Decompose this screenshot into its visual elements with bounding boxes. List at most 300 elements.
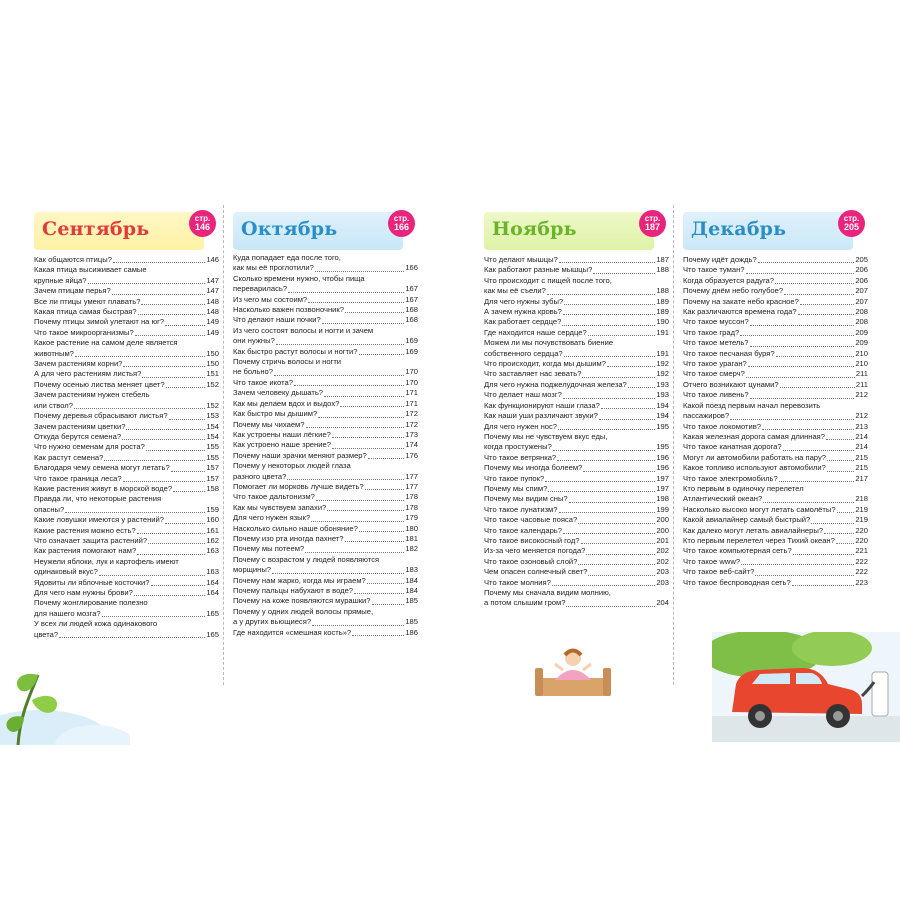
month-title: Октябрь: [241, 218, 338, 240]
toc-entry-text: Почему мы потеем?: [233, 544, 305, 554]
dot-leader: [780, 387, 855, 388]
toc-entry: [683, 567, 868, 577]
toc-entry: [233, 596, 418, 606]
page-number: 163: [206, 567, 219, 577]
toc-entry-text: Что такое град?: [683, 327, 740, 337]
toc-entry-row: [34, 307, 219, 317]
dot-leader: [166, 387, 206, 388]
page-number: 169: [405, 336, 418, 346]
toc-entry-text: Как работает сердце?: [484, 317, 562, 327]
dot-leader: [173, 491, 205, 492]
badge-page: 166: [393, 222, 410, 232]
toc-entry-text: Зачем человеку дышать?: [233, 388, 324, 398]
month-header: [233, 212, 403, 250]
dot-leader: [563, 314, 655, 315]
page-number: 201: [656, 535, 669, 545]
dot-leader: [730, 419, 854, 420]
toc-entry-row: [683, 505, 868, 515]
dot-leader: [59, 637, 205, 638]
toc-entry-row: [683, 307, 868, 317]
page-number: 148: [206, 296, 219, 306]
page-number: 191: [656, 348, 669, 358]
page-number: 171: [405, 388, 418, 398]
toc-entry: [484, 265, 669, 275]
toc-entry: [233, 451, 418, 461]
page-number: 167: [405, 294, 418, 304]
dot-leader: [762, 429, 854, 430]
page-number: 157: [206, 473, 219, 483]
dot-leader: [824, 533, 854, 534]
dot-leader: [294, 385, 404, 386]
toc-entry: [233, 430, 418, 440]
page-number: 182: [405, 544, 418, 554]
toc-entry-text: Что такое туман?: [683, 265, 745, 275]
toc-entry: [683, 349, 868, 359]
toc-entry-text: Почему птицы зимой улетают на юг?: [34, 317, 165, 327]
page-number: 147: [206, 275, 219, 285]
dot-leader: [763, 502, 854, 503]
toc-entry-row: [484, 307, 669, 317]
dot-leader: [274, 375, 404, 376]
toc-entry-row: [683, 255, 868, 265]
toc-entry-row: [34, 328, 219, 338]
toc-entry: [233, 253, 418, 274]
toc-entry-text: Что такое канатная дорога?: [683, 442, 782, 452]
page-number: 161: [206, 525, 219, 535]
page-number: 180: [405, 523, 418, 533]
toc-entry-text: Что делают наши почки?: [233, 315, 321, 325]
page-number: 148: [206, 307, 219, 317]
dot-leader: [315, 271, 404, 272]
dot-leader: [599, 419, 655, 420]
toc-entry-text: Неужели яблоки, лук и картофель имеют: [34, 556, 179, 566]
toc-entry: [233, 388, 418, 398]
toc-entry-row: [484, 369, 669, 379]
dot-leader: [798, 314, 855, 315]
toc-entry-text: Почему мы не чувствуем вкус еды,: [484, 431, 608, 441]
toc-entry: [683, 546, 868, 556]
toc-entry: [683, 265, 868, 275]
page-number: 222: [855, 567, 868, 577]
toc-entry-text: Что такое ураган?: [683, 359, 747, 369]
page-number: 159: [206, 504, 219, 514]
dot-leader: [135, 335, 206, 336]
page-number: 220: [855, 535, 868, 545]
page-number: 210: [855, 359, 868, 369]
toc-entry-row: [484, 494, 669, 504]
toc-entry-row: [683, 317, 868, 327]
toc-entry-text: Почему у одних людей волосы прямые,: [233, 606, 374, 616]
toc-entry-text: Что такое граница леса?: [34, 473, 122, 483]
page-number: 214: [855, 442, 868, 452]
page-number: 221: [855, 546, 868, 556]
toc-entry-text: одинаковый вкус?: [34, 567, 98, 577]
toc-entry-text: не больно?: [233, 367, 273, 377]
page-number: 211: [855, 369, 868, 379]
toc-entry-text: Что такое веб-сайт?: [683, 567, 755, 577]
toc-entry: [683, 515, 868, 525]
toc-entry-text: Что такое озоновый слой?: [484, 556, 578, 566]
toc-entry-text: Зачем растениям нужен стебель: [34, 390, 150, 400]
toc-entry-row: [683, 411, 868, 421]
toc-entry-row: [34, 515, 219, 525]
dot-leader: [287, 479, 404, 480]
toc-entry-row: [683, 453, 868, 463]
toc-entry-text: а у других вьющиеся?: [233, 617, 312, 627]
page-number: 223: [855, 577, 868, 587]
dot-leader: [312, 625, 404, 626]
girl-illustration: [533, 640, 613, 700]
toc-list: [484, 255, 669, 609]
toc-entry-text: Что означает защита растений?: [34, 535, 148, 545]
dot-leader: [65, 512, 205, 513]
toc-entry-row: [484, 328, 669, 338]
toc-entry-text: Что такое ливень?: [683, 390, 749, 400]
toc-entry-text: Что происходит, когда мы дышим?: [484, 359, 606, 369]
dot-leader: [776, 356, 855, 357]
toc-entry-text: Что такое локомотив?: [683, 421, 761, 431]
dot-leader: [562, 325, 655, 326]
toc-entry: [233, 399, 418, 409]
toc-entry-text: животным?: [34, 348, 74, 358]
toc-entry-row: [484, 536, 669, 546]
toc-entry-text: Как различаются времена года?: [683, 307, 797, 317]
page-number: 204: [656, 598, 669, 608]
dot-leader: [322, 323, 405, 324]
dot-leader: [588, 575, 655, 576]
page-number: 193: [656, 390, 669, 400]
toc-entry: [34, 536, 219, 546]
toc-entry-row: [683, 578, 868, 588]
toc-entry: [484, 505, 669, 515]
toc-entry-row: [34, 526, 219, 536]
toc-entry-row: [683, 338, 868, 348]
toc-entry: [683, 390, 868, 400]
toc-entry-text: Как функционируют наши глаза?: [484, 400, 600, 410]
toc-entry-row: [683, 422, 868, 432]
page-number: 154: [206, 431, 219, 441]
toc-entry-row: [683, 286, 868, 296]
toc-entry: [484, 255, 669, 265]
toc-entry-row: [233, 430, 418, 440]
dot-leader: [836, 543, 854, 544]
toc-entry-row: [34, 276, 219, 286]
toc-entry-row: [683, 328, 868, 338]
toc-entry-row: [683, 380, 868, 390]
page-number: 147: [206, 286, 219, 296]
toc-entry-row: [484, 557, 669, 567]
toc-entry-text: Чем опасен солнечный свет?: [484, 567, 588, 577]
page-badge: [388, 210, 415, 237]
page-number: 188: [656, 265, 669, 275]
page-number: 149: [206, 317, 219, 327]
dot-leader: [340, 406, 404, 407]
toc-entry: [484, 453, 669, 463]
toc-entry-row: [233, 295, 418, 305]
page-number: 162: [206, 535, 219, 545]
toc-entry: [34, 463, 219, 473]
toc-entry: [484, 432, 669, 453]
toc-entry-text: Что такое электромобиль?: [683, 473, 778, 483]
toc-entry-text: А для чего растениям листья?: [34, 369, 142, 379]
toc-entry-text: Могут ли автомобили работать на пару?: [683, 452, 826, 462]
dot-leader: [141, 304, 205, 305]
toc-entry-text: Что заставляет нас зевать?: [484, 369, 582, 379]
page-number: 205: [855, 255, 868, 264]
toc-entry: [683, 380, 868, 390]
dot-leader: [113, 262, 205, 263]
toc-entry: [484, 567, 669, 577]
toc-entry: [34, 297, 219, 307]
page-number: 212: [855, 411, 868, 421]
toc-entry: [233, 607, 418, 628]
dot-leader: [588, 335, 656, 336]
page-number: 151: [206, 369, 219, 379]
toc-entry: [683, 255, 868, 265]
toc-entry-text: Почему осенью листва меняет цвет?: [34, 379, 165, 389]
page-number: 203: [656, 567, 669, 577]
toc-entry-row: [484, 463, 669, 473]
toc-entry: [233, 305, 418, 315]
dot-leader: [547, 294, 655, 295]
toc-entry: [683, 505, 868, 515]
page-number: 165: [206, 608, 219, 618]
toc-entry-text: Что такое високосный год?: [484, 535, 580, 545]
dot-leader: [748, 366, 855, 367]
toc-entry-row: [34, 546, 219, 556]
toc-entry-row: [34, 505, 219, 515]
toc-entry: [484, 276, 669, 297]
toc-entry-row: [484, 598, 669, 608]
page-badge: [639, 210, 666, 237]
page-number: 184: [405, 586, 418, 595]
toc-entry-row: [34, 359, 219, 369]
toc-entry-text: Кто первым в одиночку перелетел: [683, 483, 804, 493]
toc-entry-text: Почему нам жарко, когда мы играем?: [233, 575, 366, 585]
toc-entry-text: Из-за чего меняется погода?: [484, 546, 586, 556]
page-number: 213: [855, 421, 868, 431]
toc-entry: [683, 328, 868, 338]
toc-entry-row: [233, 399, 418, 409]
page-number: 188: [656, 286, 669, 296]
dot-leader: [165, 523, 205, 524]
toc-entry-text: Что такое лунатизм?: [484, 504, 558, 514]
dot-leader: [586, 554, 655, 555]
dot-leader: [137, 554, 205, 555]
dot-leader: [758, 262, 855, 263]
toc-entry: [233, 503, 418, 513]
dot-leader: [122, 439, 205, 440]
page-number: 186: [405, 627, 418, 637]
toc-entry-text: У всех ли людей кожа одинакового: [34, 619, 158, 629]
toc-entry-text: Почему деревья сбрасывают листья?: [34, 411, 168, 421]
toc-entry-text: Как далеко могут летать авиалайнеры?: [683, 525, 824, 535]
dot-leader: [112, 294, 206, 295]
toc-entry-text: Помогает ли морковь лучше видеть?: [233, 481, 364, 491]
toc-entry-row: [683, 546, 868, 556]
dot-leader: [102, 616, 206, 617]
dot-leader: [582, 377, 655, 378]
page-number: 219: [855, 504, 868, 514]
toc-entry-row: [484, 286, 669, 296]
toc-entry: [683, 453, 868, 463]
page-number: 212: [855, 390, 868, 400]
toc-entry-text: Когда образуется радуга?: [683, 275, 774, 285]
page-number: 157: [206, 463, 219, 473]
toc-entry-row: [484, 505, 669, 515]
page-number: 189: [656, 296, 669, 306]
toc-entry-row: [233, 576, 418, 586]
toc-entry: [484, 328, 669, 338]
toc-entry: [484, 317, 669, 327]
toc-entry: [683, 307, 868, 317]
toc-entry: [683, 422, 868, 432]
toc-entry-text: Для чего нужна поджелудочная железа?: [484, 379, 627, 389]
toc-entry: [683, 432, 868, 442]
dot-leader: [311, 521, 404, 522]
dot-leader: [558, 429, 655, 430]
dot-leader: [308, 302, 404, 303]
dot-leader: [138, 314, 206, 315]
toc-entry-text: Куда попадает еда после того,: [233, 253, 341, 262]
toc-entry-text: Как устроено наше зрение?: [233, 440, 331, 450]
toc-entry-row: [34, 349, 219, 359]
dot-leader: [165, 325, 205, 326]
dot-leader: [134, 595, 205, 596]
toc-entry-text: Что такое молния?: [484, 577, 551, 587]
page-number: 173: [405, 429, 418, 439]
toc-entry: [484, 422, 669, 432]
toc-entry: [233, 586, 418, 596]
toc-entry: [484, 338, 669, 359]
page-number: 174: [405, 440, 418, 450]
toc-entry: [683, 297, 868, 307]
toc-entry-row: [34, 578, 219, 588]
toc-entry: [34, 255, 219, 265]
toc-entry-text: когда простужены?: [484, 442, 552, 452]
toc-entry-row: [484, 526, 669, 536]
dot-leader: [88, 283, 206, 284]
toc-entry-text: Насколько высоко могут летать самолёты?: [683, 504, 836, 514]
dot-leader: [272, 573, 404, 574]
toc-entry-row: [484, 255, 669, 265]
toc-entry-row: [683, 349, 868, 359]
toc-entry-row: [683, 442, 868, 452]
toc-entry: [34, 484, 219, 494]
toc-entry-row: [484, 390, 669, 400]
toc-entry: [683, 317, 868, 327]
toc-entry-row: [683, 567, 868, 577]
dot-leader: [104, 460, 205, 461]
toc-entry-text: Какая железная дорога самая длинная?: [683, 431, 826, 441]
dot-leader: [569, 502, 656, 503]
toc-entry-text: Как растения помогают нам?: [34, 546, 137, 556]
dot-leader: [142, 377, 205, 378]
toc-entry: [683, 401, 868, 422]
dot-leader: [800, 304, 854, 305]
badge-label: стр.: [194, 214, 211, 223]
toc-entry-text: морщины?: [233, 565, 272, 575]
toc-entry-row: [683, 359, 868, 369]
toc-entry-row: [484, 317, 669, 327]
toc-entry: [34, 578, 219, 588]
toc-entry-row: [233, 586, 418, 596]
page-number: 177: [405, 481, 418, 491]
toc-entry-row: [34, 567, 219, 577]
dot-leader: [826, 439, 854, 440]
page-number: 189: [656, 307, 669, 317]
toc-entry-row: [683, 297, 868, 307]
dot-leader: [740, 335, 854, 336]
dot-leader: [305, 552, 404, 553]
toc-entry-row: [484, 474, 669, 484]
dot-leader: [564, 304, 655, 305]
toc-entry-text: Что такое микроорганизмы?: [34, 327, 134, 337]
toc-entry-text: как мы её проглотили?: [233, 263, 314, 273]
toc-entry: [233, 315, 418, 325]
page-number: 149: [206, 327, 219, 337]
dot-leader: [151, 585, 206, 586]
toc-entry: [34, 526, 219, 536]
toc-entry-row: [34, 297, 219, 307]
dot-leader: [793, 554, 855, 555]
dot-leader: [367, 583, 405, 584]
month-header: [484, 212, 654, 250]
dot-leader: [316, 500, 405, 501]
toc-entry-text: как мы её съели?: [484, 286, 546, 296]
page-number: 152: [206, 379, 219, 389]
toc-entry: [34, 494, 219, 515]
toc-entry: [683, 474, 868, 484]
toc-entry-text: Можем ли мы почувствовать биение: [484, 338, 614, 348]
toc-entry-text: Из чего состоят волосы и ногти и зачем: [233, 325, 374, 335]
dot-leader: [784, 294, 854, 295]
page-number: 172: [405, 409, 418, 419]
toc-entry: [34, 432, 219, 442]
toc-entry-row: [484, 484, 669, 494]
toc-entry-row: [484, 546, 669, 556]
toc-entry-text: Что такое www?: [683, 556, 741, 566]
page-number: 198: [656, 494, 669, 504]
toc-entry-row: [233, 565, 418, 575]
badge-page: 187: [644, 222, 661, 232]
toc-entry: [34, 369, 219, 379]
toc-entry-text: пассажиров?: [683, 411, 730, 421]
toc-entry-row: [34, 317, 219, 327]
toc-entry-row: [34, 255, 219, 265]
toc-entry-text: Какие ловушки имеются у растений?: [34, 515, 165, 525]
toc-entry: [233, 628, 418, 638]
page-number: 176: [405, 450, 418, 460]
toc-entry-row: [484, 297, 669, 307]
dot-leader: [783, 450, 855, 451]
toc-entry-row: [683, 494, 868, 504]
toc-entry: [683, 484, 868, 505]
toc-entry-text: Как наши уши различают звуки?: [484, 411, 598, 421]
toc-entry: [484, 578, 669, 588]
toc-entry: [484, 557, 669, 567]
dot-leader: [169, 419, 206, 420]
toc-entry-row: [233, 492, 418, 502]
toc-entry-text: Где находится наше сердце?: [484, 327, 587, 337]
page-number: 150: [206, 359, 219, 369]
toc-entry: [34, 619, 219, 640]
toc-entry: [484, 297, 669, 307]
dot-leader: [837, 512, 855, 513]
dot-leader: [746, 273, 855, 274]
toc-entry: [683, 338, 868, 348]
toc-entry-text: Правда ли, что некоторые растения: [34, 494, 162, 504]
